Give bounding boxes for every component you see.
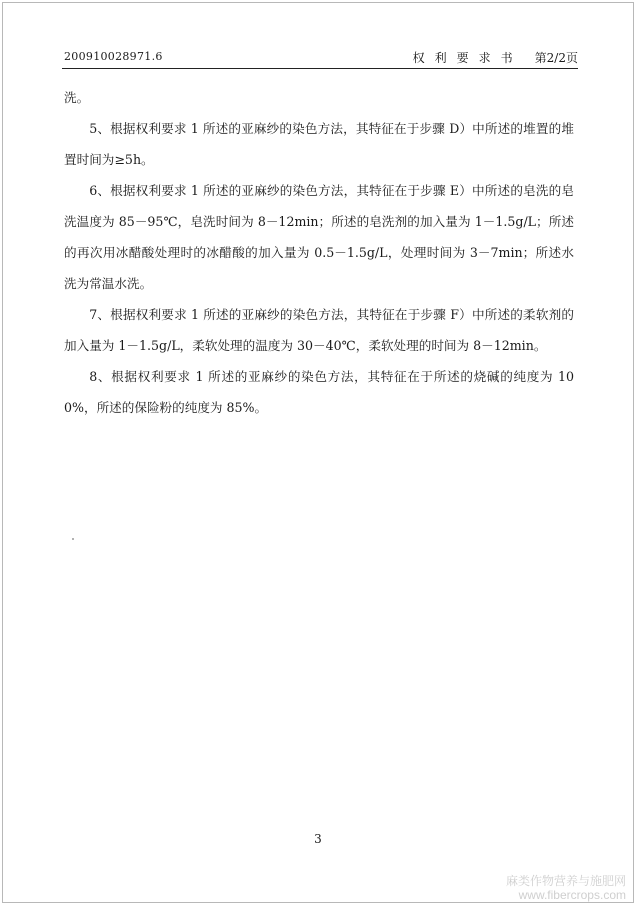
claim-6: 6、根据权利要求 1 所述的亚麻纱的染色方法，其特征在于步骤 E）中所述的皂洗的皂洗温度为 85－95℃，皂洗时间为 8－12min；所述的皂洗剂的加入量为 1－1.5g/L；所述的再次用冰醋酸处理时的冰醋酸的加入量为 0.5－1.5g/L，处理时间为 3－7min；所述水洗为常温水洗。 — [64, 183, 574, 291]
application-number: 200910028971.6 — [64, 50, 163, 63]
watermark — [506, 874, 626, 902]
page-number: 3 — [314, 832, 322, 846]
page-label: 第2/2页 — [534, 51, 578, 65]
document-type: 权利要求书 — [412, 51, 523, 65]
claim-5: 5、根据权利要求 1 所述的亚麻纱的染色方法，其特征在于步骤 D）中所述的堆置的堆置时间为≥5h。 — [64, 121, 574, 167]
claim-7: 7、根据权利要求 1 所述的亚麻纱的染色方法，其特征在于步骤 F）中所述的柔软剂的加入量为 1－1.5g/L，柔软处理的温度为 30－40℃，柔软处理的时间为 8－12min。 — [64, 307, 574, 353]
scan-speck — [72, 538, 74, 540]
page-header — [62, 44, 578, 69]
watermark-url: www.fibercrops.com — [518, 888, 626, 902]
header-title — [413, 49, 578, 66]
watermark-site-name: 麻类作物营养与施肥网 — [505, 874, 626, 888]
claims-body — [64, 82, 574, 423]
claim-8: 8、根据权利要求 1 所述的亚麻纱的染色方法，其特征在于所述的烧碱的纯度为 100%，所述的保险粉的纯度为 85%。 — [64, 369, 574, 415]
claim-continuation: 洗。 — [64, 90, 90, 105]
